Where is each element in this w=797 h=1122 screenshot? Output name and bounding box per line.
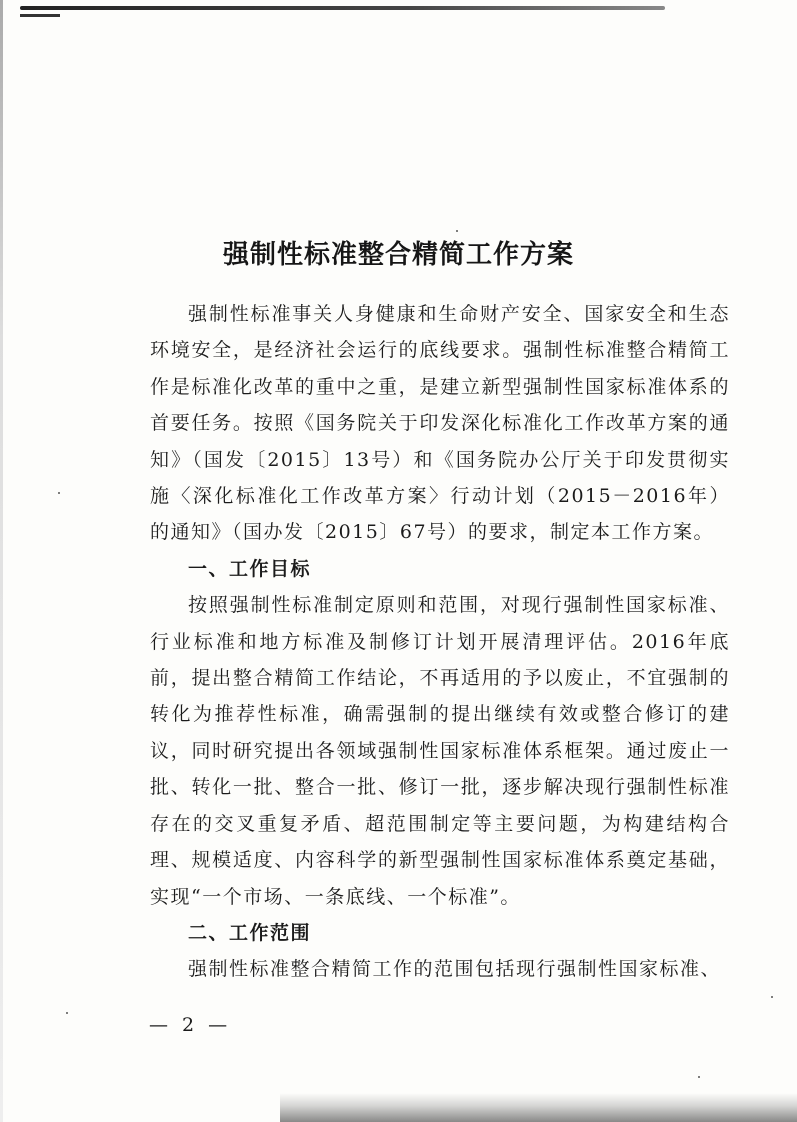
section-heading-scope: 二、工作范围 — [188, 921, 312, 944]
scan-speck — [456, 230, 458, 232]
scan-speck — [771, 996, 773, 998]
document-title: 强制性标准整合精简工作方案 — [222, 240, 574, 270]
section-heading-goals: 一、工作目标 — [188, 557, 312, 580]
scan-speck — [698, 1076, 700, 1078]
scan-top-dash — [20, 14, 60, 17]
scan-speck — [58, 492, 60, 494]
scan-speck — [66, 1012, 68, 1014]
scan-edge — [0, 0, 3, 1122]
document-body — [150, 296, 730, 988]
scan-top-line — [20, 6, 665, 10]
page-number: — 2 — — [149, 1014, 232, 1036]
scan-bottom-shadow — [280, 1093, 797, 1122]
scope-paragraph: 强制性标准整合精简工作的范围包括现行强制性国家标准、 — [188, 958, 722, 981]
goals-paragraph: 按照强制性标准制定原则和范围，对现行强制性国家标准、行业标准和地方标准及制修订计划开展清理评估。2016年底前，提出整合精简工作结论，不再适用的予以废止，不宜强制的转化为推荐性标准，确需强制的提出继续有效或整合修订的建议，同时研究提出各领域强制性国家标准体系框架。通过废止一批、转化一批、整合一批、修订一批，逐步解决现行强制性标准存在的交叉重复矛盾、超范围制定等主要问题，为构建结构合理、规模适度、内容科学的新型强制性国家标准体系奠定基础，实现“一个市场、一条底线、一个标准”。 — [150, 594, 730, 908]
intro-paragraph: 强制性标准事关人身健康和生命财产安全、国家安全和生态环境安全，是经济社会运行的底线要求。强制性标准整合精简工作是标准化改革的重中之重，是建立新型强制性国家标准体系的首要任务。按照《国务院关于印发深化标准化工作改革方案的通知》（国发〔2015〕13号）和《国务院办公厅关于印发贯彻实施〈深化标准化工作改革方案〉行动计划（2015－2016年）的通知》（国办发〔2015〕67号）的要求，制定本工作方案。 — [150, 303, 730, 544]
